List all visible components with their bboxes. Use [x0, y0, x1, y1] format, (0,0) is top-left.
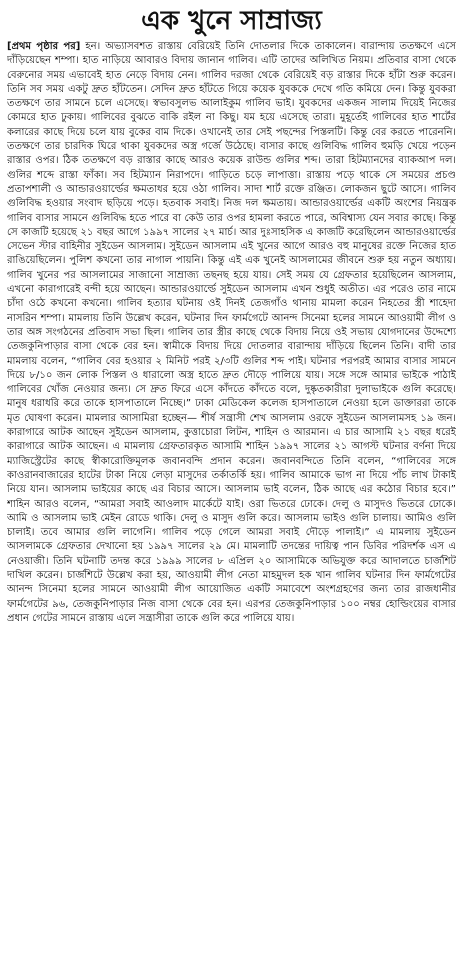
continuation-kicker: [প্রথম পৃষ্ঠার পর] — [7, 41, 81, 52]
article-headline: এক খুনে সাম্রাজ্য — [141, 6, 322, 36]
article-body — [7, 40, 456, 960]
article-body-text: হন। অভ্যাসবশত রাস্তায় বেরিয়েই তিনি দোতলার দিকে তাকালেন। বারান্দায় ততক্ষণে এসে দাঁড়িয়েছেন শম্পা। হাত নাড়িয়ে আবারও বিদায় জানান গালিব। এটি তাদের অলিখিত নিয়ম। প্রতিবার বাসা থেকে বেরুনোর সময় এভাবেই হাত নেড়ে বিদায় নেন। গালিব দরজা থেকে বেরিয়েই বড় রাস্তার দিকে হাঁটা শুরু করেন। তিনি সব সময় একটু দ্রুত হাঁটতেন। সেদিন দ্রুত হাঁটতে গিয়ে কয়েক যুবককে দেখে গতি কমিয়ে দেন। কিন্তু যুবকরা ততক্ষণে তার সামনে চলে এসেছে। স্বভাবসুলভ আলাইকুম গালিব ভাই। যুবকদের একজন সালাম দিয়েই নিজের কোমরে হাত ঢুকায়। গালিবের বুঝতে বাকি রইল না কিছু। যম হয়ে এসেছে তারা। মুহূর্তেই গালিবের হাত শার্টের কলারের কাছে দিয়ে চলে যায় বুকের বাম দিকে। ওখানেই তার সেই পছন্দের পিস্তলটি। কিন্তু বের করতে পারেননি। ততক্ষণে তার চারদিক ঘিরে থাকা যুবকদের অস্ত্র গর্জে উঠেছে। বাসার কাছে গুলিবিদ্ধ গালিব হুমড়ি খেয়ে পড়েন রাস্তার ওপর। ঠিক ততক্ষণে বড় রাস্তার কাছে আরও কয়েক রাউন্ড গুলির শব্দ। তারা হিটম্যানদের ব্যাকআপ দল। গুলির শব্দে রাস্তা ফাঁকা। সব হিটম্যান নিরাপদে। গাড়িতে চড়ে লাপাত্তা। রাস্তায় পড়ে থাকে সে সময়ের প্রচণ্ড প্রতাপশালী ও আন্ডারওয়ার্ল্ডের ক্ষমতাধর হয়ে ওঠা গালিব। সাদা শার্ট রক্তে রঞ্জিত। লোকজন ছুটে আসে। গালিব গুলিবিদ্ধ হওয়ার সংবাদ ছড়িয়ে পড়ে। হতবাক সবাই। নিজ দল ক্ষমতায়। আন্ডারওয়ার্ল্ডের একটি অংশের নিয়ন্ত্রক গালিব বাসার সামনে গুলিবিদ্ধ হতে পারে বা কেউ তার ওপর হামলা করতে পারে, অবিশ্বাস্য যেন সবার কাছে। কিন্তু সে কাজটি হয়েছে ২১ বছর আগে ১৯৯৭ সালের ২৭ মার্চ। আর দুঃসাহসিক এ কাজটি করেছিলেন আন্ডারওয়ার্ল্ডের সেভেন স্টার বাহিনীর সুইডেন আসলাম। সুইডেন আসলাম এই খুনের আগে আরও বহু মানুষের রক্তে নিজের হাত রাঙিয়েছিলেন। পুলিশ কখনো তার নাগাল পায়নি। কিন্তু এই এক খুনেই আসলামের জীবনে শুরু হয় নতুন অধ্যায়। গালিব খুনের পর আসলামের সাজানো সাম্রাজ্য তছনছ হয়ে যায়। সেই সময় যে গ্রেফতার হয়েছিলেন আসলাম, এখনো কারাগারেই বন্দী হয়ে আছেন। আন্ডারওয়ার্ল্ডে সুইডেন আসলাম এখন শুধুই অতীত। এর পরেও তার নামে চাঁদা ওঠে কখনো কখনো। গালিব হত্যার ঘটনায় ওই দিনই তেজগাঁও থানায় মামলা করেন নিহতের স্ত্রী শাহেদা নাসরিন শম্পা। মামলায় তিনি উল্লেখ করেন, ঘটনার দিন ফার্মগেটে আনন্দ সিনেমা হলের সামনে আওয়ামী লীগ ও তার অঙ্গ সংগঠনের প্রতিবাদ সভা ছিল। গালিব তার স্ত্রীর কাছে থেকে বিদায় নিয়ে ওই সভায় যোগদানের উদ্দেশ্যে তেজকুনিপাড়ার বাসা থেকে বের হন। স্বামীকে বিদায় দিয়ে দোতলার বারান্দায় দাঁড়িয়ে ছিলেন তিনি। বাদী তার মামলায় বলেন, “গালিব বের হওয়ার ২ মিনিট পরই ২/৩টি গুলির শব্দ পাই। ঘটনার পরপরই আমার বাসার সামনে দিয়ে ৮/১০ জন লোক পিস্তল ও ধারালো অস্ত্র হাতে দ্রুত দৌড়ে পালিয়ে যায়। সঙ্গে সঙ্গে আমার ভাইকে পাঠাই গালিবের খোঁজ নেওয়ার জন্য। সে দ্রুত ফিরে এসে কাঁদতে কাঁদতে বলে, দুষ্কৃতকারীরা দুলাভাইকে গুলি করেছে। মানুষ ধরাধরি করে তাকে হাসপাতালে নিচ্ছে।” ঢাকা মেডিকেল কলেজ হাসপাতালে নেওয়া হলে ডাক্তাররা তাকে মৃত ঘোষণা করেন। মামলার আসামিরা হচ্ছেন— শীর্ষ সন্ত্রাসী শেখ আসলাম ওরফে সুইডেন আসলামসহ ১৯ জন। কারাগারে আটক আছেন সুইডেন আসলাম, কুত্তাচোরা লিটন, শাহিন ও আরমান। এ চার আসামি ২১ বছর ধরেই কারাগারে আটক আছেন। এ মামলায় গ্রেফতারকৃত আসামি শাহিন ১৯৯৭ সালের ২১ আগস্ট ঘটনার বর্ণনা দিয়ে ম্যাজিস্ট্রেটের কাছে স্বীকারোক্তিমূলক জবানবন্দি প্রদান করেন। জবানবন্দিতে তিনি বলেন, “গালিবের সঙ্গে কাওরানবাজারের হাটের টাকা নিয়ে লেড়া মাসুদের তর্কাতর্কি হয়। গালিব আমাকে ভাগ না দিয়ে পাঁচ লাখ টাকাই নিয়ে যান। আসলাম ভাইয়ের কাছে এর বিচার আসে। আসলাম ভাই বলেন, ঠিক আছে এর কঠোর বিচার হবে।” শাহিন আরও বলেন, “আমরা সবাই আওলাদ মার্কেটে যাই। ওরা ভিতরে ঢোকে। দেলু ও মাসুদও ভিতরে ঢোকে। আমি ও আসলাম ভাই মেইন রোডে থাকি। দেলু ও মাসুদ গুলি করে। আসলাম ভাইও গুলি চালায়। আমিও গুলি চালাই। তবে আমার গুলি লাগেনি। গালিব পড়ে গেলে আমরা সবাই দৌড়ে পালাই।” এ মামলায় সুইডেন আসলামকে গ্রেফতার দেখানো হয় ১৯৯৭ সালের ২৯ মে। মামলাটি তদন্তের দায়িত্ব পান ডিবির পরিদর্শক এস এ নেওয়াজী। তিনি ঘটনাটি তদন্ত করে ১৯৯৯ সালের ৮ এপ্রিল ২০ আসামিকে অভিযুক্ত করে আদালতে চার্জশিট দাখিল করেন। চার্জশিটে উল্লেখ করা হয়, আওয়ামী লীগ নেতা মাহমুদল হক খান গালিব ঘটনার দিন ফার্মগেটের আনন্দ সিনেমা হলের সামনে আওয়ামী লীগ আয়োজিত একটি সমাবেশে অংশগ্রহণের জন্য তার রাজধানীর ফার্মগেটের ৯৬, তেজকুনিপাড়ার নিজ বাসা থেকে বের হন। এরপর তেজকুনিপাড়ার ১০০ নম্বর হোল্ডিংয়ের বাসার প্রধান গেটের সামনে রাস্তায় এলে সন্ত্রাসীরা তাকে গুলি করে পালিয়ে যায়। — [7, 41, 456, 624]
